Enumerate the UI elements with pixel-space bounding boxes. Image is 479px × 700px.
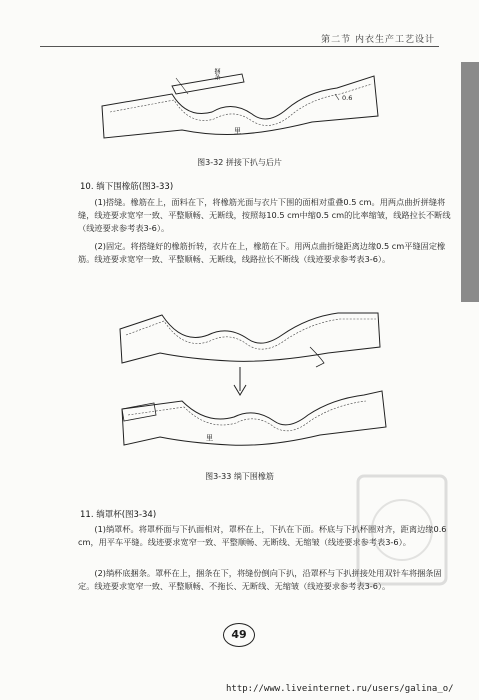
- figure-3-33: [110, 305, 390, 455]
- section-10-heading: 10. 绱下围橡筋(图3-33): [80, 182, 174, 192]
- figure-3-32-caption: 图3-32 拼接下扒与后片: [197, 158, 282, 167]
- figure-3-32-drawing: [92, 64, 382, 154]
- section-10-para-2: (2)固定。将搭缝好的橡筋折转，衣片在上，橡筋在下。用两点曲折缝距离边缘0.5 cm平缝固定橡筋。线迹要求宽窄一致、平整顺畅、无断线，线路拉长不断线（线迹要求参考表3-6）。: [78, 241, 446, 264]
- stamp-watermark: [352, 470, 452, 590]
- running-header: 第二节 内衣生产工艺设计: [321, 35, 435, 45]
- page-header: [0, 24, 479, 48]
- section-11-heading: 11. 绱罩杯(图3-34): [80, 510, 157, 520]
- figure-3-32: [92, 64, 382, 154]
- figure-3-33-drawing: [110, 305, 390, 455]
- section-11-para-2: (2)绱杯底捆条。罩杯在上，捆条在下，将缝份倒向下扒，沿罩杯与下扒拼接处用双针车将捆条固定。线迹要求宽窄一致、平整顺畅、不拖长、无断线、无缩皱（线迹要求参考表3-6）。: [78, 568, 442, 591]
- page-number: 49: [223, 623, 255, 647]
- inside-label-lower: 里: [206, 434, 213, 442]
- section-11-para-1: (1)绱罩杯。将罩杯面与下扒面相对，罩杯在上，下扒在下面。杯底与下扒杯圈对齐，距离边缘0.6 cm，用平车平缝。线迹要求宽窄一致、平整顺畅、无断线、无缩皱（线迹要求参考表3-6）。: [78, 524, 447, 547]
- source-url: http://www.liveinternet.ru/users/galina_o/: [226, 684, 454, 694]
- section-10-para-1: (1)搭缝。橡筋在上，面料在下，将橡筋光面与衣片下围的面相对重叠0.5 cm。用两点曲折拼缝将缝，线迹要求宽窄一致、平整顺畅、无断线，按照每10.5 cm中缩0.5 cm的比率缩皱，线路拉长不断线（线迹要求参考表3-6）。: [78, 197, 451, 233]
- measure-label: 0.6: [342, 94, 353, 102]
- tape-label: 捆条: [213, 68, 220, 80]
- header-rule: [40, 46, 439, 47]
- figure-3-33-caption: 图3-33 绱下围橡筋: [205, 472, 274, 481]
- inside-label: 里: [234, 127, 241, 135]
- chapter-side-tab: [461, 62, 479, 302]
